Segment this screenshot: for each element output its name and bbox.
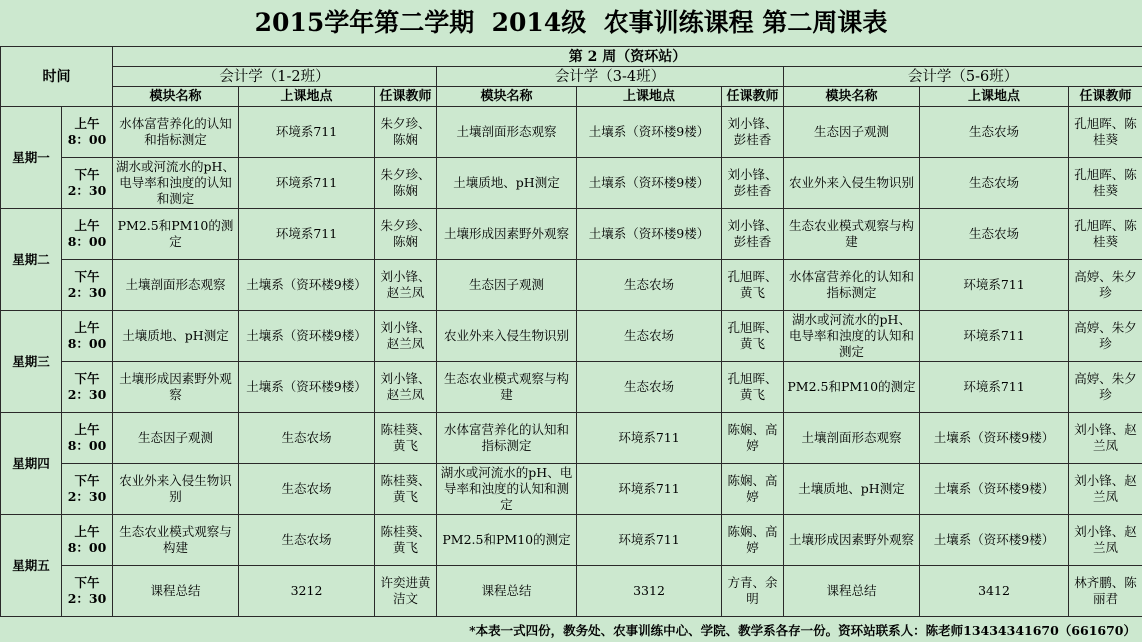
teacher-cell: 孔旭晖、陈桂葵	[1069, 158, 1142, 209]
start-time: 2：30	[67, 285, 107, 300]
teacher-cell: 陈桂葵、黄飞	[375, 464, 437, 515]
location-cell: 土壤系（资环楼9楼）	[920, 464, 1069, 515]
teacher-cell: 刘小锋、赵兰凤	[1069, 515, 1142, 566]
teacher-cell: 朱夕珍、陈娴	[375, 107, 437, 158]
teacher-cell: 刘小锋、彭桂香	[722, 107, 784, 158]
period-label: 下午	[74, 575, 100, 590]
teacher-cell: 孔旭晖、黄飞	[722, 260, 784, 311]
table-row	[1, 566, 1142, 617]
location-cell: 生态农场	[239, 464, 375, 515]
location-cell: 生态农场	[577, 362, 722, 413]
column-header-location: 上课地点	[920, 87, 1069, 107]
module-name-cell: 生态因子观测	[437, 260, 577, 311]
group-header: 会计学（1-2班）	[113, 67, 437, 87]
location-cell: 土壤系（资环楼9楼）	[920, 413, 1069, 464]
column-header-module: 模块名称	[437, 87, 577, 107]
location-cell: 环境系711	[920, 311, 1069, 362]
location-cell: 环境系711	[239, 158, 375, 209]
location-cell: 土壤系（资环楼9楼）	[920, 515, 1069, 566]
location-cell: 环境系711	[577, 413, 722, 464]
location-cell: 环境系711	[239, 209, 375, 260]
day-label: 星期一	[1, 107, 62, 209]
group-header: 会计学（5-6班）	[784, 67, 1142, 87]
teacher-cell: 孔旭晖、陈桂葵	[1069, 209, 1142, 260]
time-slot-cell	[62, 515, 113, 566]
table-row	[1, 362, 1142, 413]
page-title: 2015学年第二学期 2014级 农事训练课程 第二周课表	[254, 8, 888, 37]
teacher-cell: 孔旭晖、陈桂葵	[1069, 107, 1142, 158]
teacher-cell: 林齐鹏、陈丽君	[1069, 566, 1142, 617]
period-label: 下午	[74, 269, 100, 284]
period-label: 上午	[74, 218, 100, 233]
table-row	[1, 413, 1142, 464]
teacher-cell: 刘小锋、赵兰凤	[375, 260, 437, 311]
column-header-location: 上课地点	[239, 87, 375, 107]
period-label: 上午	[74, 116, 100, 131]
module-name-cell: 土壤质地、pH测定	[113, 311, 239, 362]
period-label: 下午	[74, 473, 100, 488]
module-name-cell: 水体富营养化的认知和指标测定	[113, 107, 239, 158]
location-cell: 生态农场	[920, 209, 1069, 260]
teacher-cell: 高婷、朱夕珍	[1069, 311, 1142, 362]
teacher-cell: 刘小锋、赵兰凤	[1069, 464, 1142, 515]
day-label: 星期四	[1, 413, 62, 515]
table-row	[1, 311, 1142, 362]
teacher-cell: 陈桂葵、黄飞	[375, 413, 437, 464]
teacher-cell: 陈桂葵、黄飞	[375, 515, 437, 566]
column-header-teacher: 任课教师	[375, 87, 437, 107]
time-slot-cell	[62, 311, 113, 362]
period-label: 上午	[74, 320, 100, 335]
start-time: 8：00	[67, 234, 107, 249]
module-name-cell: 水体富营养化的认知和指标测定	[437, 413, 577, 464]
teacher-cell: 刘小锋、赵兰凤	[375, 311, 437, 362]
time-slot-cell	[62, 566, 113, 617]
table-row	[1, 209, 1142, 260]
module-name-cell: 土壤剖面形态观察	[784, 413, 920, 464]
location-cell: 环境系711	[577, 515, 722, 566]
module-name-cell: PM2.5和PM10的测定	[113, 209, 239, 260]
module-name-cell: 土壤质地、pH测定	[784, 464, 920, 515]
time-slot-cell	[62, 158, 113, 209]
table-row	[1, 158, 1142, 209]
teacher-cell: 陈娴、高婷	[722, 413, 784, 464]
teacher-cell: 朱夕珍、陈娴	[375, 158, 437, 209]
location-cell: 3312	[577, 566, 722, 617]
teacher-cell: 朱夕珍、陈娴	[375, 209, 437, 260]
teacher-cell: 孔旭晖、黄飞	[722, 362, 784, 413]
module-name-cell: 土壤形成因素野外观察	[784, 515, 920, 566]
teacher-cell: 刘小锋、赵兰凤	[1069, 413, 1142, 464]
module-name-cell: 农业外来入侵生物识别	[113, 464, 239, 515]
module-name-cell: 土壤质地、pH测定	[437, 158, 577, 209]
location-cell: 环境系711	[577, 464, 722, 515]
time-slot-cell	[62, 362, 113, 413]
module-name-cell: 课程总结	[113, 566, 239, 617]
location-cell: 土壤系（资环楼9楼）	[239, 362, 375, 413]
start-time: 8：00	[67, 336, 107, 351]
module-name-cell: 土壤剖面形态观察	[437, 107, 577, 158]
module-name-cell: 土壤形成因素野外观察	[113, 362, 239, 413]
location-cell: 生态农场	[577, 260, 722, 311]
time-slot-cell	[62, 413, 113, 464]
table-row	[1, 515, 1142, 566]
time-slot-cell	[62, 107, 113, 158]
start-time: 8：00	[67, 438, 107, 453]
location-cell: 生态农场	[239, 413, 375, 464]
start-time: 2：30	[67, 387, 107, 402]
teacher-cell: 陈娴、高婷	[722, 464, 784, 515]
day-label: 星期五	[1, 515, 62, 617]
location-cell: 生态农场	[920, 158, 1069, 209]
module-name-cell: PM2.5和PM10的测定	[437, 515, 577, 566]
start-time: 8：00	[67, 540, 107, 555]
teacher-cell: 刘小锋、赵兰凤	[375, 362, 437, 413]
footer-note: *本表一式四份，教务处、农事训练中心、学院、教学系各存一份。资环站联系人：陈老师13434341670（661670）	[469, 623, 1136, 638]
module-name-cell: 生态农业模式观察与构建	[784, 209, 920, 260]
period-label: 下午	[74, 167, 100, 182]
table-row	[1, 107, 1142, 158]
location-cell: 生态农场	[239, 515, 375, 566]
location-cell: 土壤系（资环楼9楼）	[577, 209, 722, 260]
time-slot-cell	[62, 209, 113, 260]
week-header: 第 2 周（资环站）	[113, 47, 1142, 67]
period-label: 下午	[74, 371, 100, 386]
location-cell: 3412	[920, 566, 1069, 617]
location-cell: 环境系711	[239, 107, 375, 158]
column-header-module: 模块名称	[113, 87, 239, 107]
table-row	[1, 464, 1142, 515]
module-name-cell: 农业外来入侵生物识别	[784, 158, 920, 209]
column-header-teacher: 任课教师	[1069, 87, 1142, 107]
time-column-header: 时间	[1, 47, 113, 107]
location-cell: 土壤系（资环楼9楼）	[577, 107, 722, 158]
teacher-cell: 高婷、朱夕珍	[1069, 362, 1142, 413]
teacher-cell: 许奕进黄洁文	[375, 566, 437, 617]
module-name-cell: 课程总结	[784, 566, 920, 617]
time-slot-cell	[62, 464, 113, 515]
location-cell: 土壤系（资环楼9楼）	[239, 260, 375, 311]
teacher-cell: 刘小锋、彭桂香	[722, 209, 784, 260]
module-name-cell: 土壤剖面形态观察	[113, 260, 239, 311]
start-time: 2：30	[67, 183, 107, 198]
module-name-cell: 生态因子观测	[784, 107, 920, 158]
time-slot-cell	[62, 260, 113, 311]
schedule-table	[0, 46, 1142, 617]
module-name-cell: 生态因子观测	[113, 413, 239, 464]
module-name-cell: 课程总结	[437, 566, 577, 617]
teacher-cell: 刘小锋、彭桂香	[722, 158, 784, 209]
period-label: 上午	[74, 422, 100, 437]
module-name-cell: 湖水或河流水的pH、电导率和浊度的认知和测定	[113, 158, 239, 209]
start-time: 8：00	[67, 132, 107, 147]
column-header-module: 模块名称	[784, 87, 920, 107]
teacher-cell: 孔旭晖、黄飞	[722, 311, 784, 362]
teacher-cell: 方青、余明	[722, 566, 784, 617]
module-name-cell: PM2.5和PM10的测定	[784, 362, 920, 413]
day-label: 星期二	[1, 209, 62, 311]
module-name-cell: 湖水或河流水的pH、电导率和浊度的认知和测定	[784, 311, 920, 362]
group-header: 会计学（3-4班）	[437, 67, 784, 87]
start-time: 2：30	[67, 591, 107, 606]
module-name-cell: 水体富营养化的认知和指标测定	[784, 260, 920, 311]
day-label: 星期三	[1, 311, 62, 413]
location-cell: 生态农场	[920, 107, 1069, 158]
location-cell: 3212	[239, 566, 375, 617]
column-header-location: 上课地点	[577, 87, 722, 107]
start-time: 2：30	[67, 489, 107, 504]
module-name-cell: 生态农业模式观察与构建	[113, 515, 239, 566]
table-row	[1, 260, 1142, 311]
module-name-cell: 农业外来入侵生物识别	[437, 311, 577, 362]
column-header-teacher: 任课教师	[722, 87, 784, 107]
location-cell: 土壤系（资环楼9楼）	[239, 311, 375, 362]
module-name-cell: 湖水或河流水的pH、电导率和浊度的认知和测定	[437, 464, 577, 515]
location-cell: 环境系711	[920, 260, 1069, 311]
location-cell: 土壤系（资环楼9楼）	[577, 158, 722, 209]
teacher-cell: 陈娴、高婷	[722, 515, 784, 566]
location-cell: 生态农场	[577, 311, 722, 362]
module-name-cell: 生态农业模式观察与构建	[437, 362, 577, 413]
module-name-cell: 土壤形成因素野外观察	[437, 209, 577, 260]
teacher-cell: 高婷、朱夕珍	[1069, 260, 1142, 311]
location-cell: 环境系711	[920, 362, 1069, 413]
period-label: 上午	[74, 524, 100, 539]
